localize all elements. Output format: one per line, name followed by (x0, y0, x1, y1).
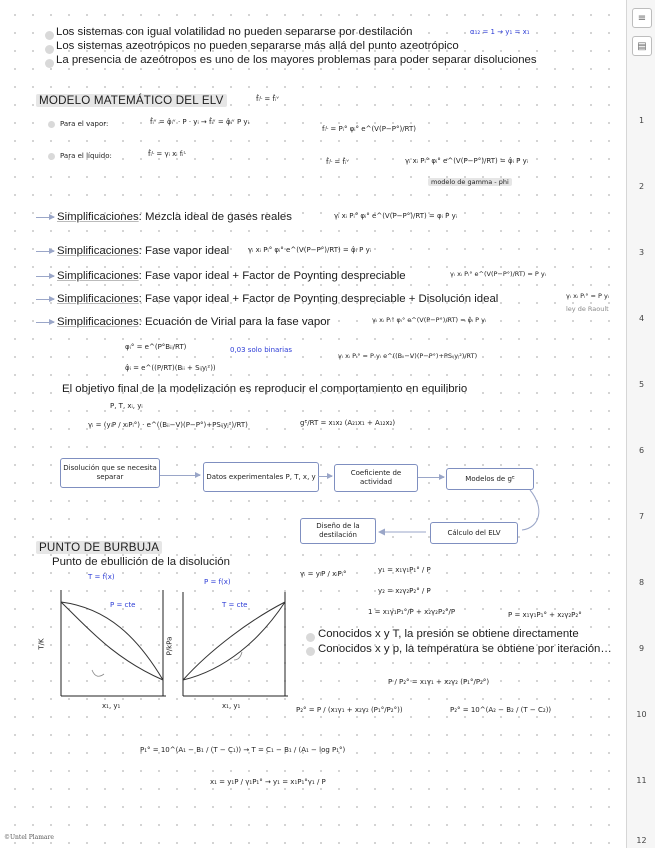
page-number[interactable]: 2 (638, 182, 645, 191)
simp-formula-5: γᵢ xᵢ Pᵢ° φᵢ° e^(V(P−P°)/RT) = φ̂ᵢ P yᵢ (372, 316, 487, 324)
flow-arrow (418, 477, 444, 478)
flow-arrow-left (378, 525, 428, 539)
page-navigation-rail (626, 0, 655, 848)
arrow (36, 217, 54, 218)
bubble-gamma1: γᵢ = yᵢP / xᵢPᵢ° (300, 570, 347, 578)
flow-arrow (160, 475, 200, 476)
simp-formula-1: γᵢ xᵢ Pᵢ° φᵢ° e^(V(P−P°)/RT) = φᵢ P yᵢ (334, 212, 457, 220)
simp-label-1 (57, 211, 292, 223)
antoine2: P₂° = 10^(A₂ − B₂ / (T − C₂)) (450, 706, 552, 714)
poynting-top: fᵢᴸ = Pᵢ° φᵢ° e^(V(P−P°)/RT) (322, 125, 416, 133)
antoine1: P₁° = 10^(A₁ − B₁ / (T − C₁)) → T = C₁ − B₁ / (A₁ − log P₁°) (140, 746, 346, 754)
raoult-note: ley de Raoult (566, 305, 609, 313)
virial-combined: γᵢ xᵢ Pᵢ° = P yᵢ e^((Bᵢᵢ−V)(P−P°)+PSᵢⱼyⱼ²)/RT) (338, 352, 478, 360)
arrow (36, 251, 54, 252)
x1-expr: x₁ = y₁P / γ₁P₁° → y₁ = x₁P₁°γ₁ / P (210, 778, 326, 786)
bullet-dot (306, 633, 315, 642)
ge-expr: gᴱ/RT = x₁x₂ (A₂₁x₁ + A₁₂x₂) (300, 419, 396, 427)
chart2-plot (180, 590, 292, 700)
page-number[interactable]: 3 (638, 248, 645, 257)
vapor-formula: f̂ᵢᵛ = φ̂ᵢᵛ · P · yᵢ → f̂ᵢᵛ = φ̂ᵢᵛ P yᵢ (150, 118, 249, 126)
iter-expr: P / P₂° = x₁γ₁ + x₂γ₂ (P₁°/P₂°) (388, 678, 490, 686)
simp-word: Simplificaciones (57, 245, 139, 257)
flow-box-diseno (300, 518, 376, 544)
bubble-subtitle: Punto de ebullición de la disolución (52, 556, 230, 568)
flow-box-label: Modelos de gᴱ (465, 474, 515, 483)
simp-text: : Fase vapor ideal + Factor de Poynting despreciable (138, 270, 406, 282)
chart1-title: T = f(x) (88, 573, 115, 581)
virial-phi-sat: φᵢ° = e^(P°Bᵢᵢ/RT) (125, 343, 187, 351)
chart2-ylabel: P/kPa (165, 636, 174, 656)
bullet-text-3: La presencia de azeótropos es uno de los mayores problemas para poder separar disoluciones (56, 54, 537, 66)
known-xP: Conocidos x y p, la temperatura se obtiene por iteración… (318, 643, 612, 655)
liquid-formula: f̂ᵢᴸ = γᵢ xᵢ fᵢᴸ (148, 150, 186, 158)
simp-word: Simplificaciones (57, 270, 139, 282)
bullet-dot (48, 121, 55, 128)
page-number[interactable]: 1 (638, 116, 645, 125)
arrow (36, 299, 54, 300)
vapor-label: Para el vapor: (60, 120, 109, 128)
virial-note: 0,03 solo binarias (230, 346, 293, 354)
simp-formula-2: γᵢ xᵢ Pᵢ° φᵢ° e^(V(P−P°)/RT) = φ̂ᵢ P yᵢ (248, 246, 371, 254)
title-formula: f̂ᵢᴸ = f̂ᵢᵛ (256, 95, 280, 103)
flow-box-label: Cálculo del ELV (447, 528, 501, 537)
simp-label-5 (57, 316, 330, 328)
menu-icon[interactable]: ≡ (632, 8, 652, 28)
page-number[interactable]: 4 (638, 314, 645, 323)
flow-box-datos (203, 462, 319, 492)
chart1-label: P = cte (110, 601, 136, 609)
simp-text: : Ecuación de Virial para la fase vapor (138, 316, 331, 328)
page-number[interactable]: 5 (638, 380, 645, 389)
arrow (36, 322, 54, 323)
bullet-text-1: Los sistemas con igual volatilidad no pueden separarse por destilación (56, 26, 413, 38)
page-number[interactable]: 10 (636, 710, 647, 719)
bullet-dot (45, 59, 54, 68)
page-number[interactable]: 11 (636, 776, 647, 785)
bubble-P-expr: P = x₁γ₁P₁° + x₂γ₂P₂° (508, 611, 582, 619)
flow-box-label: Diseño de la destilación (316, 522, 360, 539)
page-number[interactable]: 8 (638, 578, 645, 587)
p2-expr: P₂° = P / (x₁γ₁ + x₂γ₂ (P₁°/P₂°)) (296, 706, 403, 714)
page-number[interactable]: 9 (638, 644, 645, 653)
simp-label-3 (57, 270, 406, 282)
arrow (36, 276, 54, 277)
pages-icon[interactable]: ▤ (632, 36, 652, 56)
flow-box-label: Disolución que se necesita separar (63, 464, 157, 481)
page-number[interactable]: 6 (638, 446, 645, 455)
simp-label-2 (57, 245, 229, 257)
chart1-plot (58, 588, 168, 700)
flow-box-modelos (446, 468, 534, 490)
simp-label-4 (57, 293, 498, 305)
simp-text: : Fase vapor ideal (138, 245, 230, 257)
flow-arrow (318, 476, 332, 477)
bullet-dot (45, 45, 54, 54)
bullet-dot (45, 31, 54, 40)
simp-word: Simplificaciones (57, 293, 139, 305)
simp-formula-4: γᵢ xᵢ Pᵢ° = P yᵢ (566, 292, 610, 300)
page-number[interactable]: 7 (638, 512, 645, 521)
simp-formula-3: γᵢ xᵢ Pᵢ° e^(V(P−P°)/RT) = P yᵢ (450, 270, 546, 278)
chart1-ylabel: T/K (37, 638, 46, 650)
top-note: α₁₂ = 1 → y₁ = x₁ (470, 28, 530, 36)
section-title-elv: MODELO MATEMÁTICO DEL ELV (36, 94, 227, 107)
bullet-dot (306, 647, 315, 656)
objective-text: El objetivo final de la modelización es reproducir el comportamiento en equilibrio (62, 383, 468, 395)
gamma-phi-note: modelo de gamma - phi (428, 178, 512, 186)
section-title-bubble: PUNTO DE BURBUJA (36, 541, 162, 554)
gamma-phi: γᵢ xᵢ Pᵢ° φᵢ° e^(V(P−P°)/RT) = φ̂ᵢ P yᵢ (405, 157, 528, 165)
gamma-expr: γᵢ = (yᵢP / xᵢPᵢ°) · e^((Bᵢᵢ−V)(P−P°)+PSᵢⱼyⱼ²)/RT) (88, 421, 248, 429)
objective-vars: P, T, xᵢ, yᵢ (110, 402, 143, 410)
flow-box-calculo (430, 522, 518, 544)
simp-word: Simplificaciones (57, 211, 139, 223)
virial-phi-hat: φ̂ᵢ = e^((P/RT)(Bᵢᵢ + Sᵢⱼyⱼ²)) (125, 364, 216, 372)
chart2-label: T = cte (222, 601, 248, 609)
footer-credit: ©Untel Plamare (4, 834, 54, 841)
page-number[interactable]: 12 (636, 836, 647, 845)
bubble-sum: 1 = x₁γ₁P₁°/P + x₂γ₂P₂°/P (368, 608, 456, 616)
flow-box-label: Datos experimentales P, T, x, y (206, 472, 316, 481)
chart1-xlabel: x₁, y₁ (102, 702, 121, 710)
known-xT: Conocidos x y T, la presión se obtiene directamente (318, 628, 579, 640)
bullet-text-2: Los sistemas azeotrópicos no pueden separarse más allá del punto azeotrópico (56, 40, 459, 52)
flow-box-disolucion (60, 458, 160, 488)
chart2-xlabel: x₁, y₁ (222, 702, 241, 710)
flow-box-label: Coeficiente de actividad (350, 469, 402, 486)
simp-text: : Mezcla ideal de gases reales (138, 211, 292, 223)
bubble-y2: y₂ = x₂γ₂P₂° / P (378, 587, 431, 595)
flow-box-coeficiente (334, 464, 418, 492)
equality: f̂ᵢᴸ = f̂ᵢᵛ (326, 158, 350, 166)
chart2-title: P = f(x) (204, 578, 231, 586)
bubble-y1: y₁ = x₁γ₁P₁° / P (378, 566, 431, 574)
simp-word: Simplificaciones (57, 316, 139, 328)
liquid-label: Para el líquido: (60, 152, 112, 160)
simp-text: : Fase vapor ideal + Factor de Poynting despreciable + Disolución ideal (138, 293, 499, 305)
bullet-dot (48, 153, 55, 160)
